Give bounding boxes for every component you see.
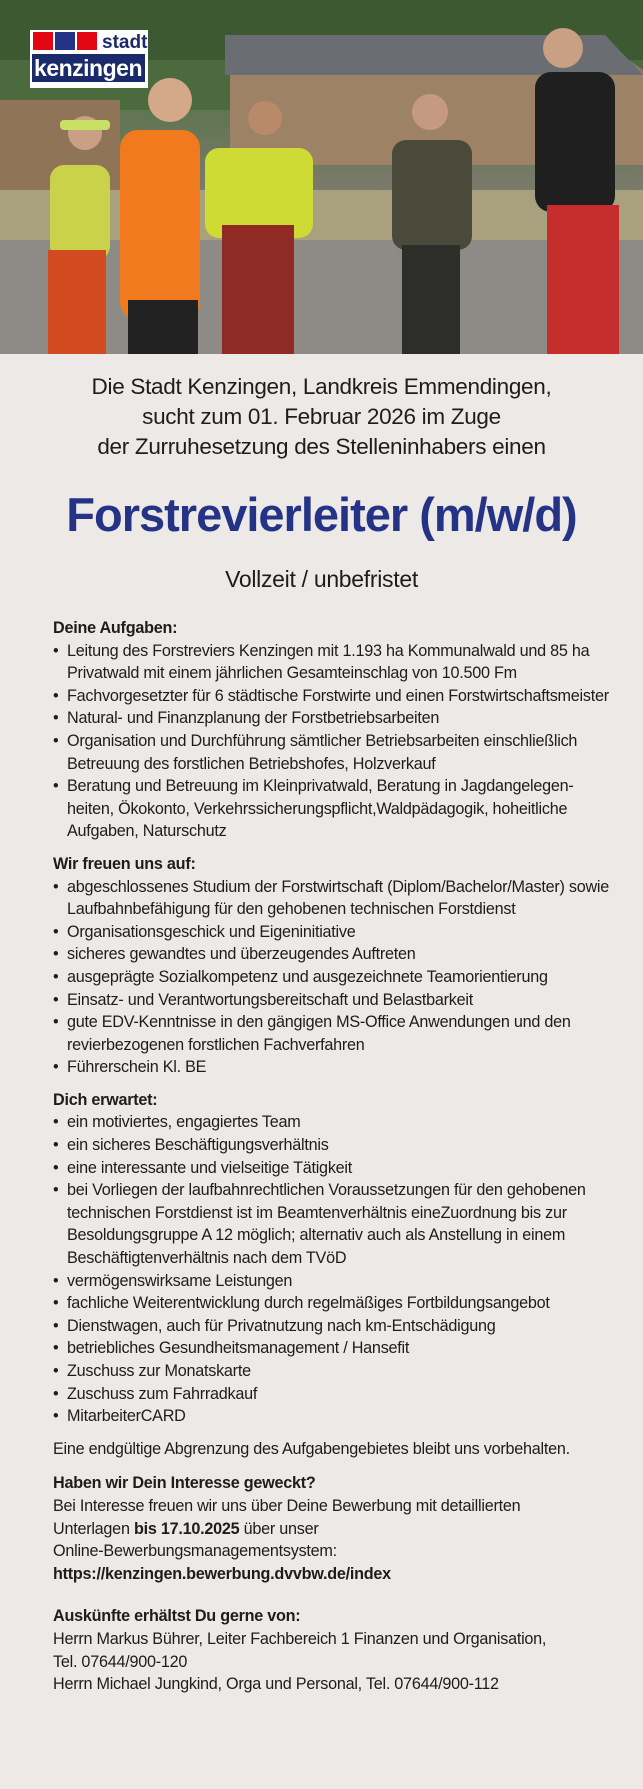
logo-square — [33, 32, 53, 50]
city-logo — [30, 30, 148, 88]
application-deadline: bis 17.10.2025 — [133, 1519, 240, 1538]
list-item: • gute EDV-Kenntnisse in den gängigen MS-Office Anwendungen und den revierbezogenen forstlichen Fachverfahren — [53, 1011, 613, 1056]
list-item: • bei Vorliegen der laufbahnrechtlichen Voraussetzungen für den gehobenen technischen Forstdienst ist im Beamtenverhältnis eineZuordnung bis zur Besoldungsgruppe A 12 möglich; alternativ auch als Anstellung in einem Beschäftigtenverhältnis nach dem TVöD — [53, 1179, 613, 1269]
employment-type: Vollzeit / unbefristet — [225, 566, 418, 592]
list-item: • Fachvorgesetzter für 6 städtische Forstwirte und einen Forstwirtschaftsmeister — [53, 685, 613, 708]
logo-square — [55, 32, 75, 50]
list-item: • fachliche Weiterentwicklung durch regelmäßiges Fortbildungsangebot — [53, 1292, 613, 1315]
header-photo — [0, 0, 643, 354]
list-item: • ein sicheres Beschäftigungsverhältnis — [53, 1134, 613, 1157]
section-heading: Deine Aufgaben: — [53, 619, 178, 637]
logo-text-stadt: stadt — [102, 32, 148, 53]
intro-line: Die Stadt Kenzingen, Landkreis Emmendingen, — [91, 374, 552, 399]
list-item: • eine interessante und vielseitige Tätigkeit — [53, 1157, 613, 1180]
job-ad-content — [0, 354, 643, 1694]
contact-section — [53, 1605, 613, 1695]
list-item: • Einsatz- und Verantwortungsbereitschaft und Belastbarkeit — [53, 989, 613, 1012]
contact-line: Herrn Michael Jungkind, Orga und Personal, Tel. 07644/900-112 — [53, 1675, 499, 1694]
list-item: • Natural- und Finanzplanung der Forstbetriebsarbeiten — [53, 707, 613, 730]
section-heading: Haben wir Dein Interesse geweckt? — [53, 1474, 316, 1493]
apply-deadline-line — [53, 1518, 613, 1541]
list-item: • betriebliches Gesundheitsmanagement / Hansefit — [53, 1337, 613, 1360]
apply-section — [53, 1472, 613, 1585]
offer-section — [53, 1089, 613, 1428]
list-item: • vermögenswirksame Leistungen — [53, 1270, 613, 1293]
list-item: • abgeschlossenes Studium der Forstwirtschaft (Diplom/Bachelor/Master) sowie Laufbahnbefähigung für den gehobenen technischen Forstdienst — [53, 876, 613, 921]
offer-list — [53, 1111, 613, 1427]
list-item: • Beratung und Betreuung im Kleinprivatwald, Beratung in Jagdangelegenheiten, Ökokonto, Verkehrssicherungspflicht,Waldpädagogik, hoheitliche Aufgaben, Naturschutz — [53, 775, 613, 843]
logo-square — [77, 32, 97, 50]
list-item: • Zuschuss zum Fahrradkauf — [53, 1383, 613, 1406]
requirements-list — [53, 876, 613, 1079]
logo-text-kenzingen: kenzingen — [32, 54, 145, 82]
disclaimer-section — [53, 1438, 613, 1461]
job-title: Forstrevierleiter (m/w/d) — [66, 488, 577, 541]
list-item: • Leitung des Forstreviers Kenzingen mit 1.193 ha Kommunalwald und 85 ha Privatwald mit einem jährlichen Gesamteinschlag von 10.500 Fm — [53, 640, 613, 685]
list-item: • ausgeprägte Sozialkompetenz und ausgezeichnete Teamorientierung — [53, 966, 613, 989]
list-item: • sicheres gewandtes und überzeugendes Auftreten — [53, 943, 613, 966]
apply-text: Bei Interesse freuen wir uns über Deine Bewerbung mit detaillierten — [53, 1496, 521, 1515]
section-heading: Dich erwartet: — [53, 1090, 158, 1109]
requirements-section — [53, 853, 613, 1079]
apply-text: Online-Bewerbungsmanagementsystem: — [53, 1542, 337, 1561]
section-heading: Auskünfte erhältst Du gerne von: — [53, 1607, 301, 1626]
person-2 — [120, 78, 200, 354]
intro-line: sucht zum 01. Februar 2026 im Zuge — [142, 404, 501, 429]
intro-text — [0, 372, 643, 462]
person-5 — [535, 28, 619, 354]
list-item: • Dienstwagen, auch für Privatnutzung nach km-Entschädigung — [53, 1315, 613, 1338]
list-item: • Organisationsgeschick und Eigeninitiative — [53, 921, 613, 944]
tasks-list — [53, 640, 613, 843]
job-details — [53, 617, 613, 1706]
list-item: • Führerschein Kl. BE — [53, 1056, 613, 1079]
list-item: • ein motiviertes, engagiertes Team — [53, 1111, 613, 1134]
section-heading: Wir freuen uns auf: — [53, 854, 196, 873]
apply-text: Unterlagen — [53, 1519, 134, 1538]
contact-line: Tel. 07644/900-120 — [53, 1652, 188, 1671]
disclaimer-text: Eine endgültige Abgrenzung des Aufgabengebietes bleibt uns vorbehalten. — [53, 1439, 570, 1458]
intro-line: der Zurruhesetzung des Stelleninhabers einen — [97, 434, 546, 459]
tasks-section — [53, 617, 613, 843]
list-item: • MitarbeiterCARD — [53, 1405, 613, 1428]
application-url-link[interactable]: https://kenzingen.bewerbung.dvvbw.de/index — [53, 1564, 391, 1583]
list-item: • Organisation und Durchführung sämtlicher Betriebsarbeiten einschließlich Betreuung des forstlichen Betriebshofes, Holzverkauf — [53, 730, 613, 775]
apply-text: über unser — [239, 1519, 319, 1538]
contact-line: Herrn Markus Bührer, Leiter Fachbereich 1 Finanzen und Organisation, — [53, 1629, 547, 1648]
list-item: • Zuschuss zur Monatskarte — [53, 1360, 613, 1383]
